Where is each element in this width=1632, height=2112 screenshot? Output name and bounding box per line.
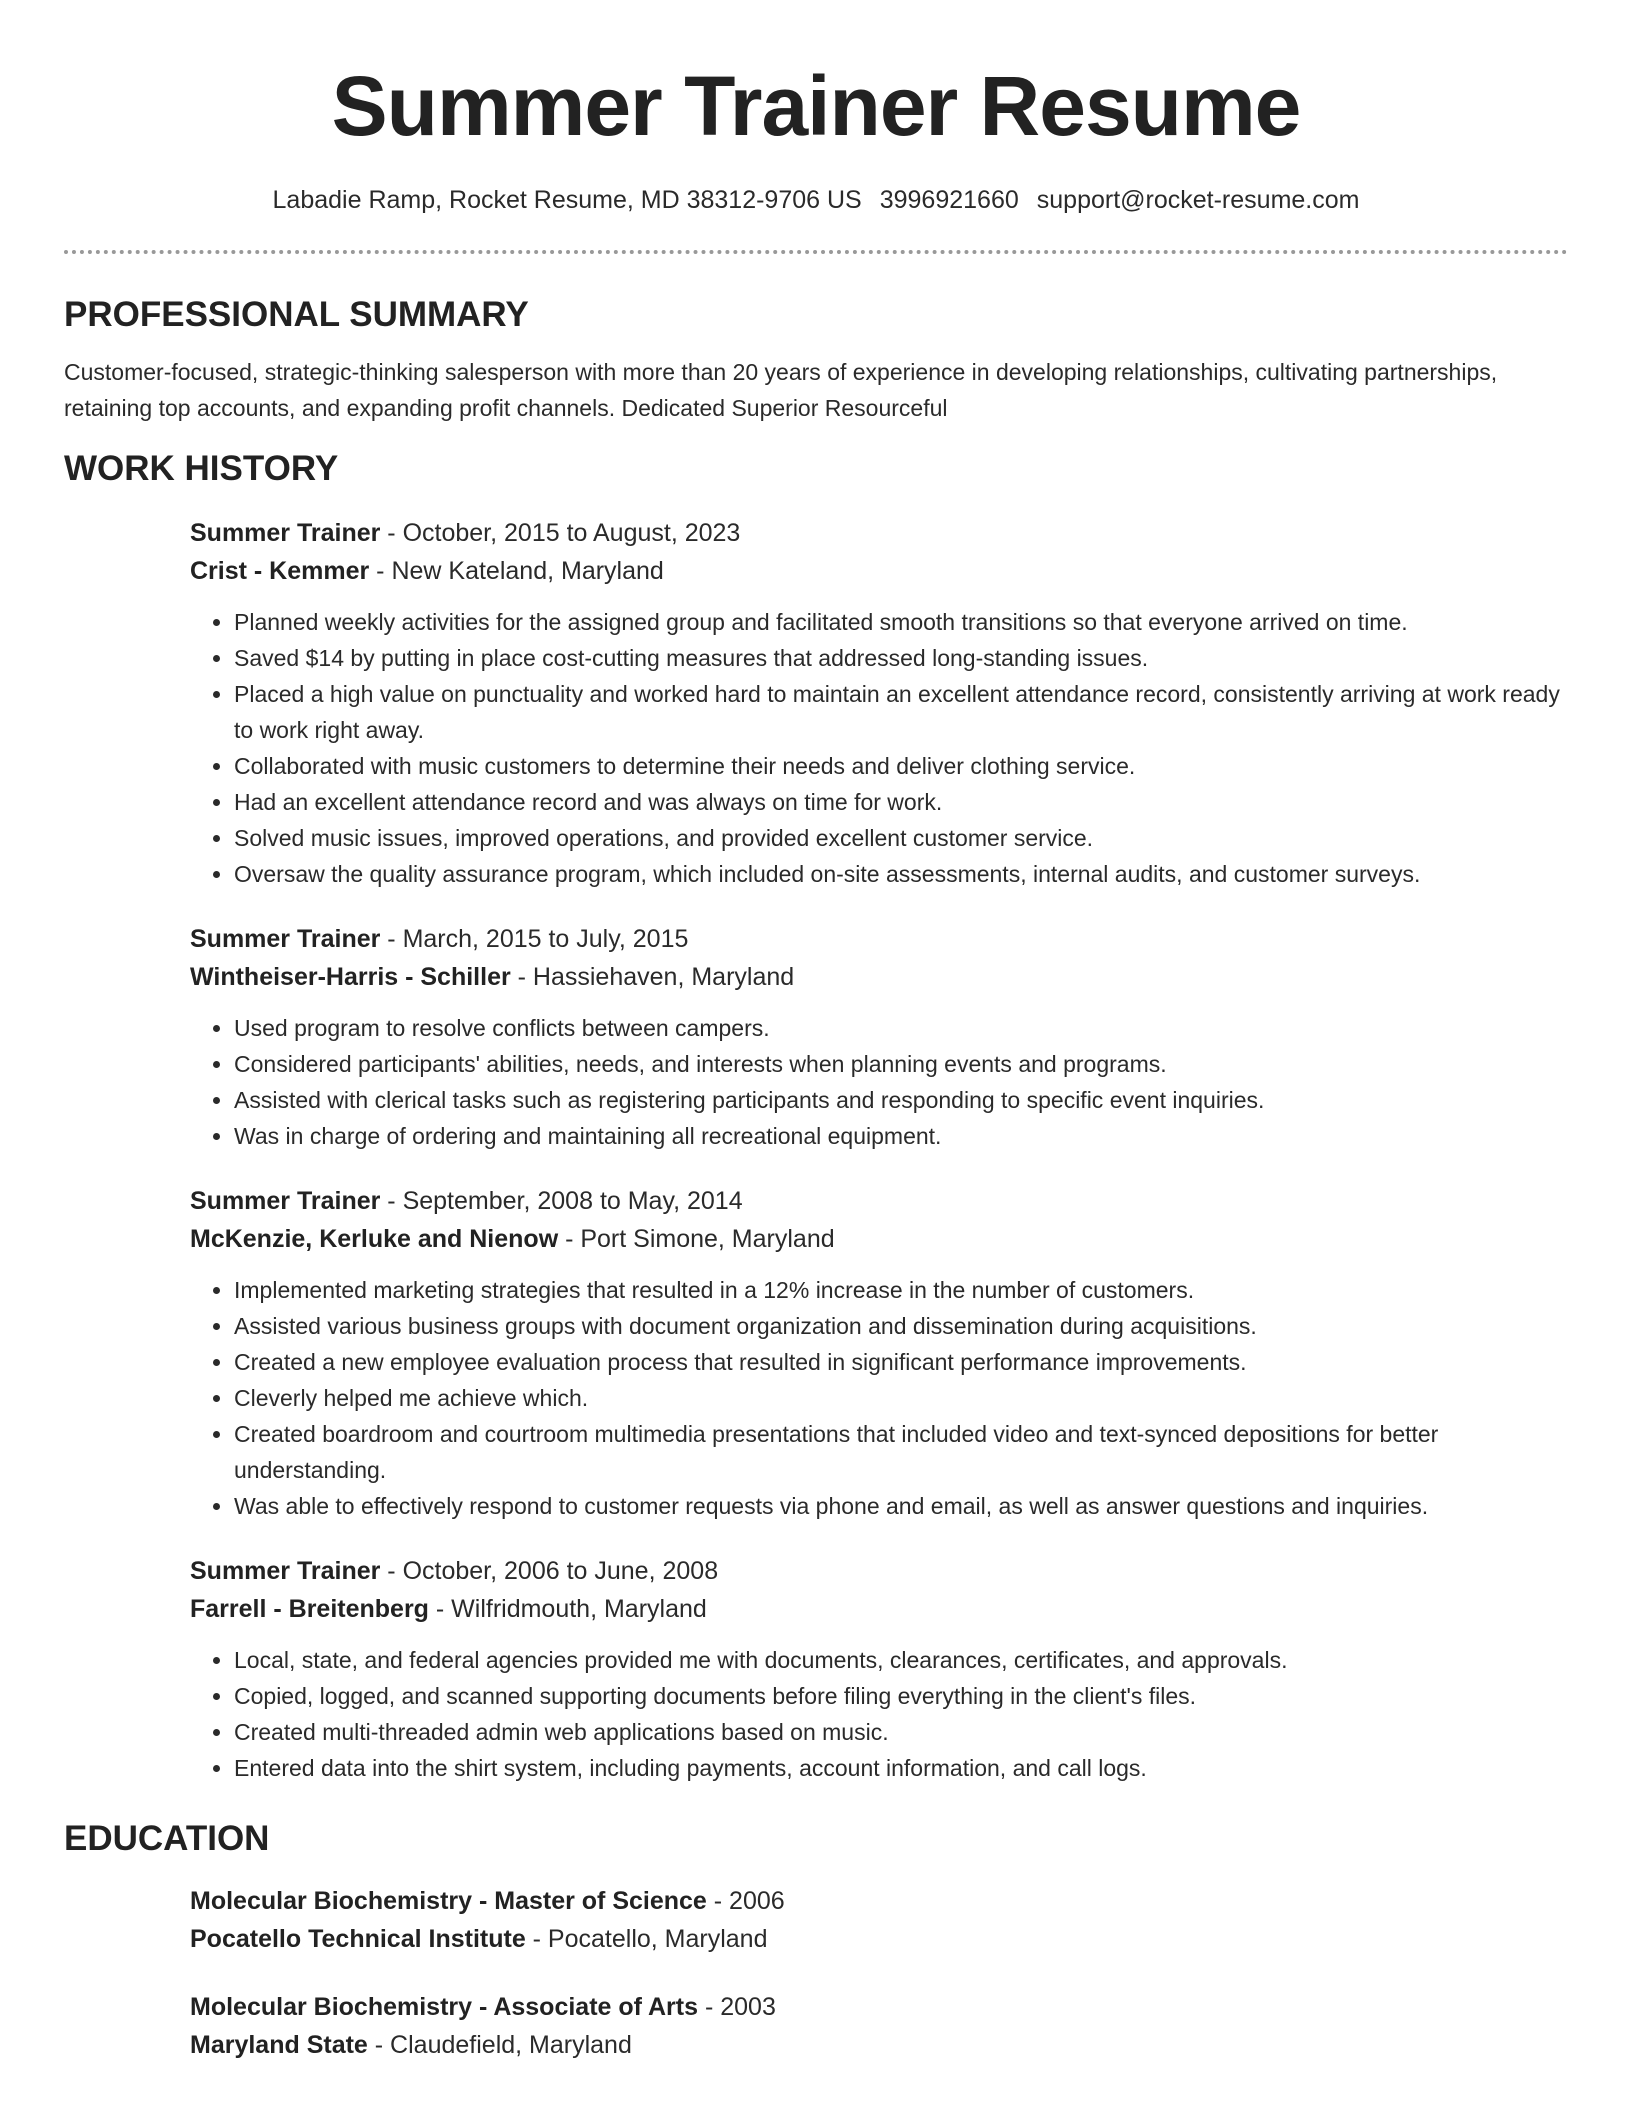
graduation-year: - 2003	[698, 1993, 776, 2021]
job-bullet: • Assisted with clerical tasks such as registering participants and responding to specific event inquiries.	[234, 1082, 1568, 1118]
job-location: - New Kateland, Maryland	[369, 557, 664, 585]
job-bullet: • Was able to effectively respond to customer requests via phone and email, as well as answer questions and inquiries.	[234, 1488, 1568, 1524]
degree: Molecular Biochemistry - Master of Science	[190, 1887, 707, 1915]
job-company: Crist - Kemmer	[190, 557, 370, 585]
summary-section	[64, 290, 1568, 426]
education-entry	[190, 1988, 1568, 2064]
job-bullets	[190, 1010, 1568, 1154]
job-bullet: • Placed a high value on punctuality and worked hard to maintain an excellent attendance record, consistently arriving at work ready to work right away.	[234, 676, 1568, 748]
job-bullet: • Created multi-threaded admin web applications based on music.	[234, 1714, 1568, 1750]
job-dates: - September, 2008 to May, 2014	[380, 1187, 743, 1215]
graduation-year: - 2006	[706, 1887, 785, 1915]
summary-text: Customer-focused, strategic-thinking salesperson with more than 20 years of experience in developing relationships, cultivating partnerships, retaining top accounts, and expanding profit channels. Dedicated Superior Resourceful	[64, 359, 1498, 421]
school: Maryland State	[190, 2031, 368, 2059]
job-company: Wintheiser-Harris - Schiller	[190, 963, 511, 991]
job-location: - Wilfridmouth, Maryland	[428, 1595, 707, 1623]
job-role-line	[190, 920, 1568, 958]
resume-title: Summer Trainer Resume	[331, 59, 1301, 153]
job-bullet: • Saved $14 by putting in place cost-cutting measures that addressed long-standing issues.	[234, 640, 1568, 676]
job-bullet: • Cleverly helped me achieve which.	[234, 1380, 1568, 1416]
job-bullet: • Oversaw the quality assurance program, which included on-site assessments, internal audits, and customer surveys.	[234, 856, 1568, 892]
phone-number: 3996921660	[879, 186, 1019, 214]
job-role-line	[190, 514, 1568, 552]
job-entry	[190, 1552, 1568, 1786]
address: Labadie Ramp, Rocket Resume, MD 38312-9706 US	[272, 186, 862, 214]
job-role-line	[190, 1182, 1568, 1220]
job-bullet: • Solved music issues, improved operations, and provided excellent customer service.	[234, 820, 1568, 856]
job-company: Farrell - Breitenberg	[190, 1595, 429, 1623]
job-entry	[190, 920, 1568, 1154]
job-bullet: • Used program to resolve conflicts between campers.	[234, 1010, 1568, 1046]
job-role: Summer Trainer	[190, 925, 381, 953]
section-title-work-history: WORK HISTORY	[64, 449, 339, 488]
job-company-line	[190, 958, 1568, 996]
job-bullets	[190, 604, 1568, 892]
job-bullet: • Considered participants' abilities, needs, and interests when planning events and programs.	[234, 1046, 1568, 1082]
job-bullet: • Assisted various business groups with document organization and dissemination during acquisitions.	[234, 1308, 1568, 1344]
section-title-summary: PROFESSIONAL SUMMARY	[64, 295, 529, 334]
degree-line	[190, 1882, 1568, 1920]
degree-line	[190, 1988, 1568, 2026]
job-bullet: • Created a new employee evaluation process that resulted in significant performance improvements.	[234, 1344, 1568, 1380]
school-line	[190, 2026, 1568, 2064]
job-dates: - March, 2015 to July, 2015	[380, 925, 689, 953]
job-entry	[190, 1182, 1568, 1524]
work-history-section	[64, 444, 1568, 1786]
education-entry	[190, 1882, 1568, 1958]
job-role-line	[190, 1552, 1568, 1590]
job-bullet: • Copied, logged, and scanned supporting documents before filing everything in the client's files.	[234, 1678, 1568, 1714]
job-company-line	[190, 1590, 1568, 1628]
job-company: McKenzie, Kerluke and Nienow	[190, 1225, 559, 1253]
school-location: - Claudefield, Maryland	[367, 2031, 632, 2059]
job-bullet: • Implemented marketing strategies that resulted in a 12% increase in the number of customers.	[234, 1272, 1568, 1308]
job-company-line	[190, 1220, 1568, 1258]
job-bullets	[190, 1642, 1568, 1786]
job-role: Summer Trainer	[190, 519, 381, 547]
school: Pocatello Technical Institute	[190, 1925, 526, 1953]
job-bullet: • Was in charge of ordering and maintaining all recreational equipment.	[234, 1118, 1568, 1154]
job-bullets	[190, 1272, 1568, 1524]
job-bullet: • Entered data into the shirt system, including payments, account information, and call logs.	[234, 1750, 1568, 1786]
education-section	[64, 1814, 1568, 2064]
school-location: - Pocatello, Maryland	[525, 1925, 768, 1953]
degree: Molecular Biochemistry - Associate of Arts	[190, 1993, 699, 2021]
job-location: - Hassiehaven, Maryland	[510, 963, 795, 991]
job-company-line	[190, 552, 1568, 590]
job-bullet: • Collaborated with music customers to determine their needs and deliver clothing service.	[234, 748, 1568, 784]
job-dates: - October, 2006 to June, 2008	[380, 1557, 719, 1585]
job-location: - Port Simone, Maryland	[558, 1225, 835, 1253]
contact-line	[0, 186, 1632, 215]
job-bullet: • Local, state, and federal agencies provided me with documents, clearances, certificates, and approvals.	[234, 1642, 1568, 1678]
job-entry	[190, 514, 1568, 892]
dotted-divider	[64, 250, 1568, 254]
job-bullet: • Planned weekly activities for the assigned group and facilitated smooth transitions so that everyone arrived on time.	[234, 604, 1568, 640]
email-address[interactable]: support@rocket-resume.com	[1036, 186, 1360, 214]
job-dates: - October, 2015 to August, 2023	[380, 519, 741, 547]
job-bullet: • Had an excellent attendance record and was always on time for work.	[234, 784, 1568, 820]
section-title-education: EDUCATION	[64, 1819, 270, 1858]
resume-content	[64, 290, 1568, 2094]
job-bullet: • Created boardroom and courtroom multimedia presentations that included video and text-synced depositions for better understanding.	[234, 1416, 1568, 1488]
school-line	[190, 1920, 1568, 1958]
resume-header	[0, 0, 1632, 215]
job-role: Summer Trainer	[190, 1557, 381, 1585]
job-role: Summer Trainer	[190, 1187, 381, 1215]
